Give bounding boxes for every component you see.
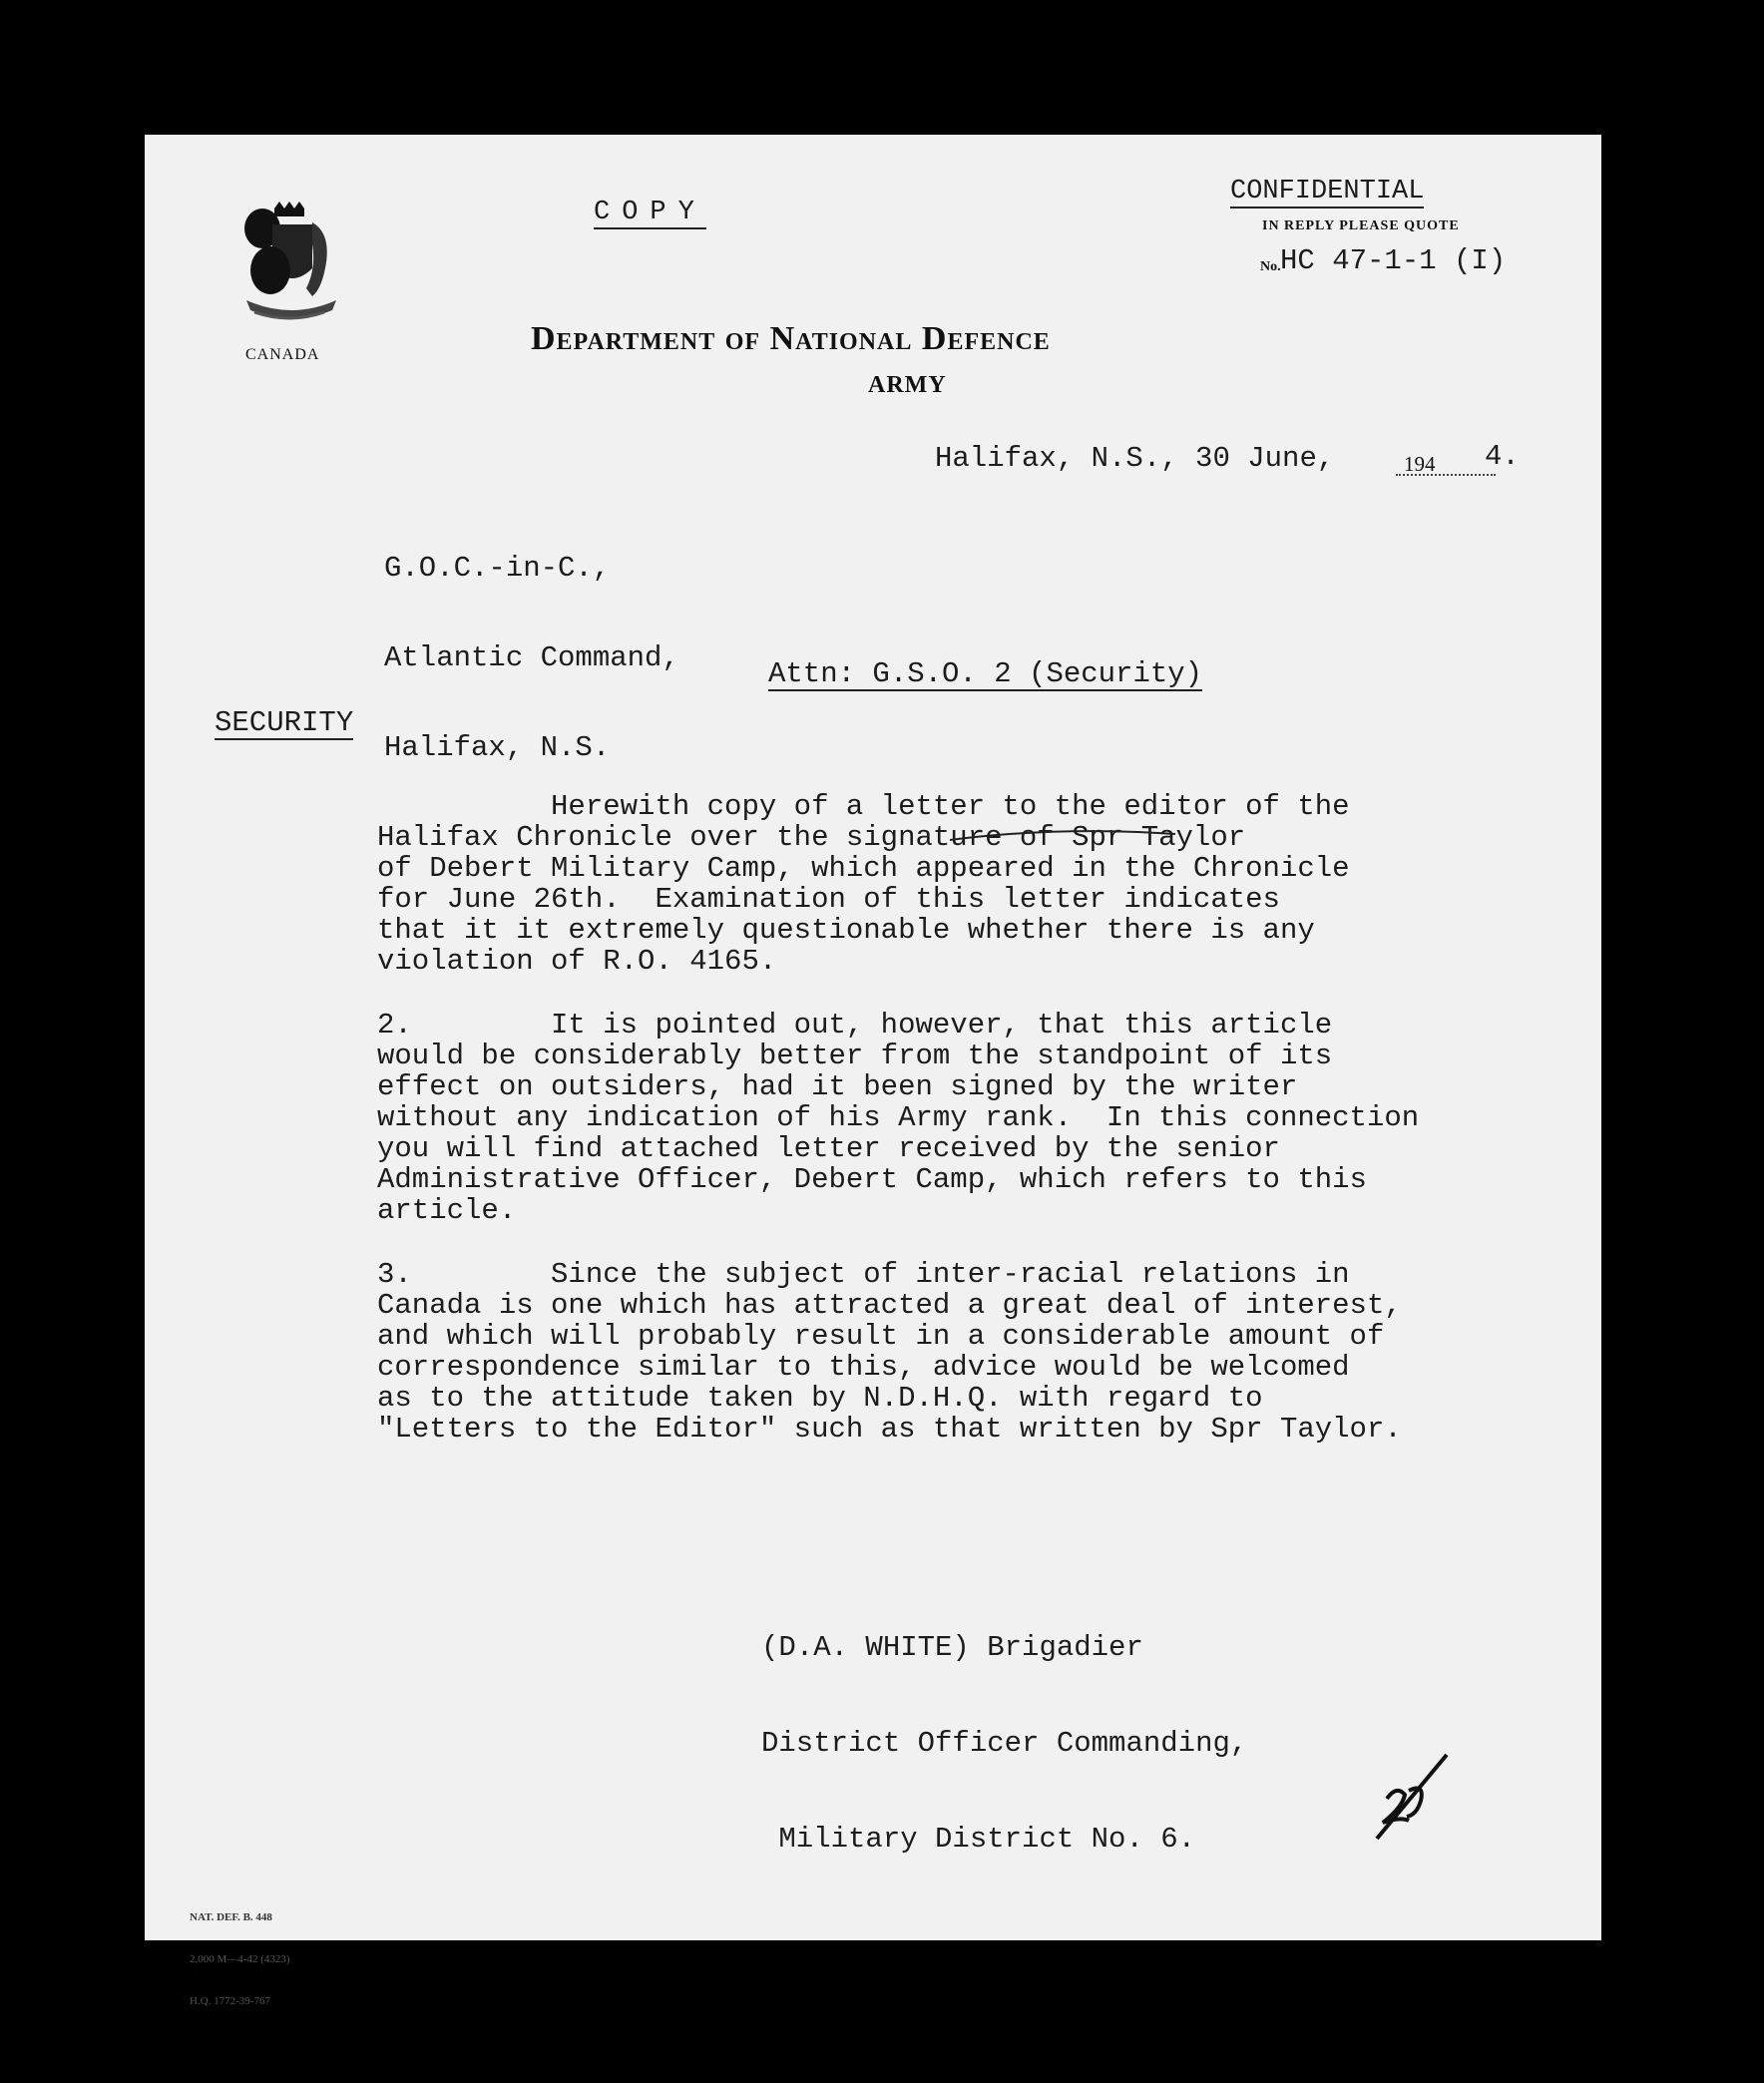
signature-line: Military District No. 6. bbox=[761, 1823, 1196, 1856]
form-stamp-line: H.Q. 1772-39-767 bbox=[190, 1995, 270, 2007]
paragraph-1: Herewith copy of a letter to the editor of the Halifax Chronicle over the signature of Spr Taylor of Debert Military Camp, which appeared in the Chronicle for June 26th. Examination of this letter indicates that it it extremely questionable whether there is any violation of R.O. 4165. bbox=[377, 790, 1350, 978]
year-prefix: 194 bbox=[1404, 452, 1436, 476]
paragraph-2: 2. It is pointed out, however, that this article would be considerably better from the standpoint of its effect on outsiders, had it been signed by the writer without any indication of his Army rank. In this connection you will find attached letter received by the senior Administrative Officer, Debert Camp, which refers to this article. bbox=[377, 1009, 1420, 1227]
subject-heading: SECURITY bbox=[215, 706, 354, 739]
handwritten-mark-icon bbox=[1367, 1751, 1457, 1851]
year-suffix: 4. bbox=[1485, 440, 1520, 473]
dateline: Halifax, N.S., 30 June, bbox=[935, 442, 1335, 475]
addressee-block bbox=[384, 494, 679, 823]
signature-line: (D.A. WHITE) Brigadier bbox=[761, 1631, 1143, 1664]
reply-note: IN REPLY PLEASE QUOTE bbox=[1262, 218, 1460, 233]
pen-underline-mark bbox=[948, 826, 1177, 846]
attention-line: Attn: G.S.O. 2 (Security) bbox=[768, 657, 1203, 690]
signature-line: District Officer Commanding, bbox=[761, 1727, 1248, 1760]
copy-mark: COPY bbox=[594, 198, 706, 227]
signature-block bbox=[761, 1568, 1247, 1919]
form-stamp-line: 2,000 M—4-42 (4323) bbox=[190, 1953, 290, 1965]
addressee-line: Atlantic Command, bbox=[384, 641, 679, 674]
date-dotted-rule bbox=[1396, 474, 1496, 476]
branch-heading: ARMY bbox=[868, 372, 947, 398]
number-label: No. bbox=[1260, 259, 1281, 274]
department-heading: Department of National Defence bbox=[531, 320, 1051, 357]
form-stamp-line: NAT. DEF. B. 448 bbox=[190, 1911, 272, 1923]
classification-label: CONFIDENTIAL bbox=[1230, 177, 1425, 207]
addressee-line: G.O.C.-in-C., bbox=[384, 552, 611, 585]
form-stamp bbox=[190, 1882, 290, 2036]
file-number: HC 47-1-1 (I) bbox=[1280, 244, 1507, 277]
document-page bbox=[145, 135, 1601, 2007]
paragraph-3: 3. Since the subject of inter-racial relations in Canada is one which has attracted a great deal of interest, and which will probably result in a considerable amount of correspondence similar to this, advice would be welcomed as to the attitude taken by N.D.H.Q. with regard to "Letters to the Editor" such as that written by Spr Taylor. bbox=[377, 1258, 1402, 1446]
coat-of-arms-icon bbox=[234, 201, 344, 326]
addressee-line: Halifax, N.S. bbox=[384, 731, 611, 764]
crest-caption: CANADA bbox=[245, 346, 320, 363]
